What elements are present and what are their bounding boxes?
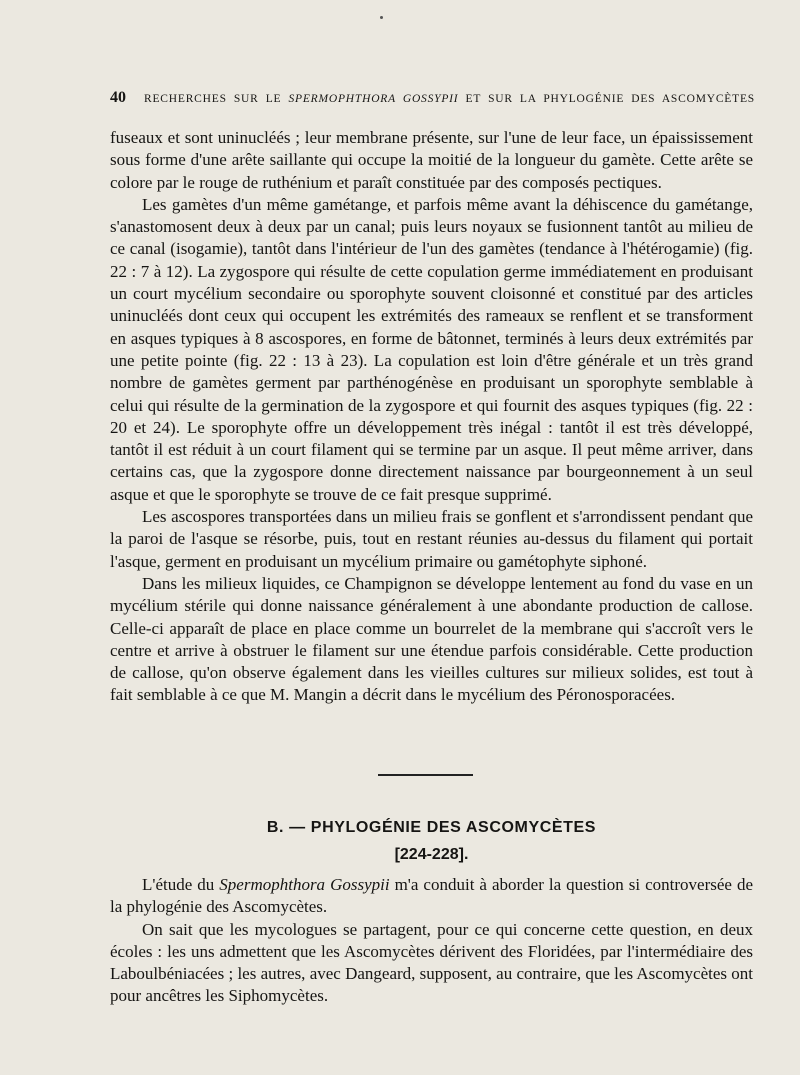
paragraph [110,874,753,919]
paragraph: Dans les milieux liquides, ce Champignon se développe lentement au fond du vase en un mycélium stérile qui donne naissance généralement à une abondante production de callose. Celle-ci apparaît de place en place comme un bourrelet de la membrane qui s'accroît vers le centre et arrive à obstruer le filament sur une étendue parfois considérable. Cette production de callose, qu'on observe également dans les vieilles cultures sur milieux solides, est tout à fait semblable à ce que M. Mangin a décrit dans le mycélium des Péronosporacées. [110,573,753,705]
text-run: L'étude du [142,875,220,894]
section-title: B. — PHYLOGÉNIE DES ASCOMYCÈTES [266,819,597,836]
running-title-part: ET SUR LA PHYLOGÉNIE DES ASCOMYCÈTES [458,93,755,105]
body-text [110,127,753,707]
section-reference: [224-228]. [394,846,469,863]
running-header [110,89,755,107]
paragraph: Les gamètes d'un même gamétange, et parfois même avant la déhiscence du gamétange, s'anastomosent deux à deux par un canal; puis leurs noyaux se fusionnent tantôt au milieu de ce canal (isogamie), tantôt dans l'intérieur de l'un des gamètes (tendance à l'hétérogamie) (fig. 22 : 7 à 12). La zygospore qui résulte de cette copulation germe immédiatement en produisant un court mycélium secondaire ou sporophyte souvent cloisonné et constitué par des articles uninucléés dont ceux qui occupent les extrémités des rameaux se renflent et se transforment en asques typiques à 8 ascospores, en forme de bâtonnet, terminés à leurs deux extrémités par une petite pointe (fig. 22 : 13 à 23). La copulation est loin d'être générale et un très grand nombre de gamètes germent par parthénogénèse en produisant un sporophyte semblable à celui qui résulte de la germination de la zygospore et qui fournit des asques typiques (fig. 22 : 20 et 24). Le sporophyte offre un développement très inégal : tantôt il est très développé, tantôt il est réduit à un court filament qui se termine par un asque. Il peut même arriver, dans certains cas, que la zygospore donne directement naissance par bourgeonnement à un seul asque et que le sporophyte se trouve de ce fait presque supprimé. [110,194,753,504]
paragraph [110,919,753,1008]
running-title-part: RECHERCHES SUR LE [144,93,289,105]
page-number: 40 [110,89,126,106]
running-title [144,93,755,105]
species-name: Spermophthora Gossypii [219,875,390,894]
paragraph: Les ascospores transportées dans un milieu frais se gonflent et s'arrondissent pendant que la paroi de l'asque se résorbe, puis, tout en restant réunies au-dessus du filament qui portait l'asque, germent en produisant un mycélium primaire ou gamétophyte siphoné. [110,507,753,571]
text-run: On sait que les mycologues se partagent, pour ce qui concerne cette question, en deux écoles : les uns admettent que les Ascomycètes dérivent des Floridées, par l'intermédiaire des Laboulbéniacées ; les autres, avec Dangeard, supposent, au contraire, que les Ascomycètes ont pour ancêtres les Siphomycètes. [110,919,753,1006]
section-divider [378,774,473,776]
paragraph: fuseaux et sont uninucléés ; leur membrane présente, sur l'une de leur face, un épaississement sous forme d'une arête saillante qui occupe la moitié de la longueur du gamète. Cette arête se colore par le rouge de ruthénium et paraît constituée par des composés pectiques. [110,128,753,192]
print-speck [380,16,383,19]
text-run: m'a conduit à aborder la question si controversée de la phylogénie des Ascomycètes. [110,875,754,917]
running-title-italic: SPERMOPHTHORA GOSSYPII [288,93,459,105]
section-body [110,874,753,1008]
